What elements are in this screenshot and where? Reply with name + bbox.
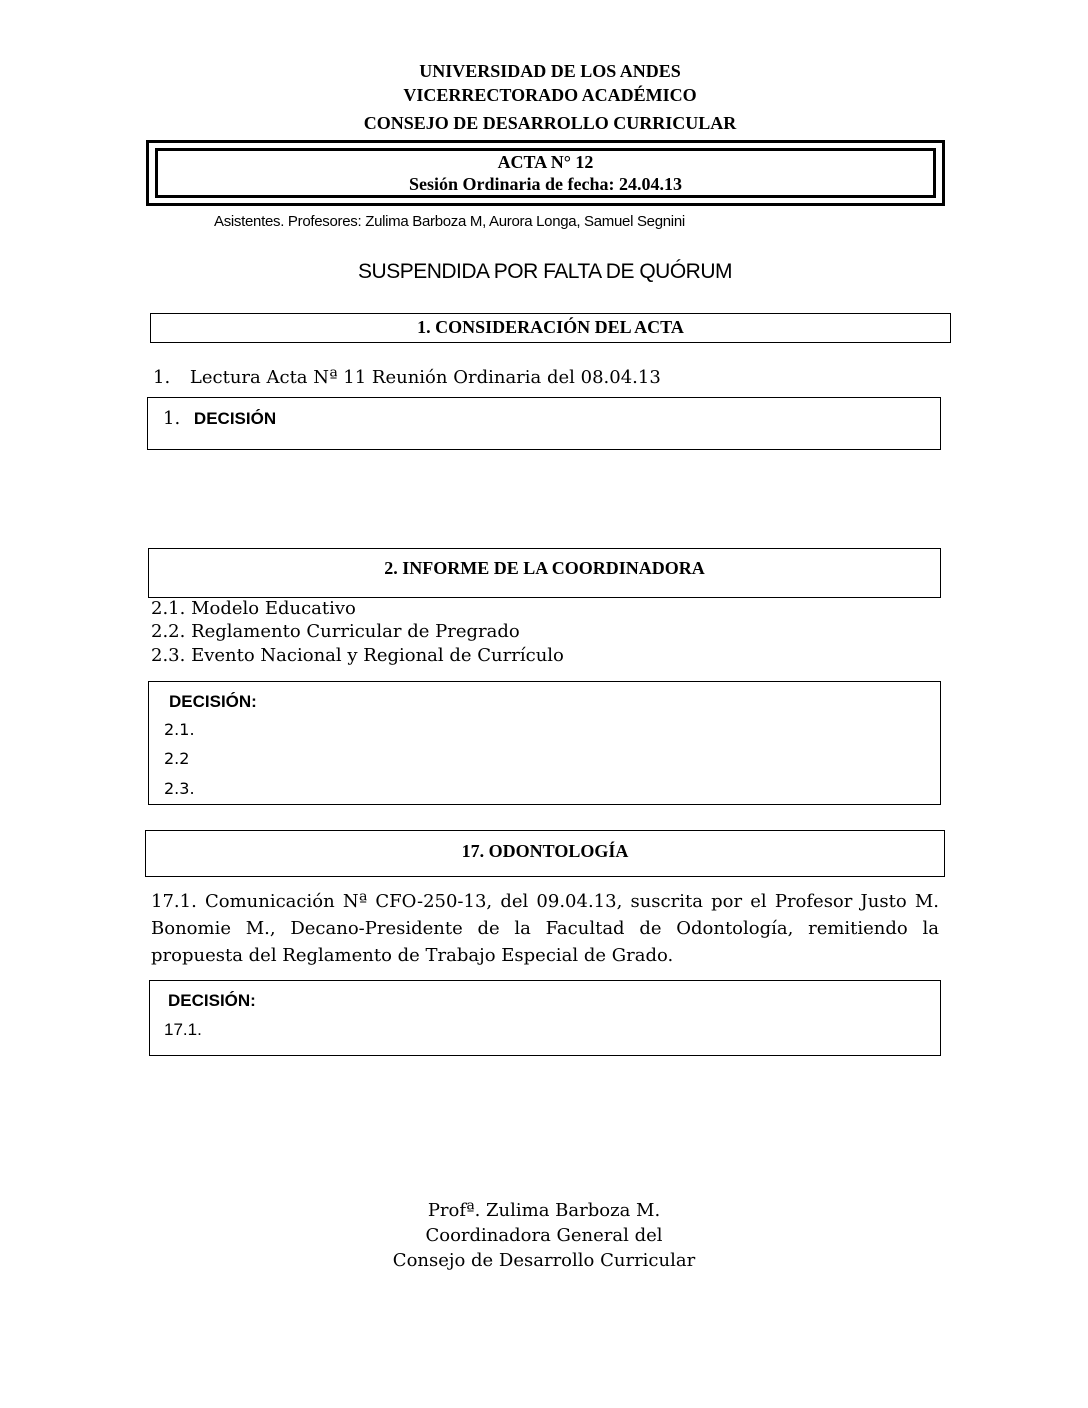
section-17-decision-item-1: 17.1. bbox=[164, 1020, 202, 1039]
section-1-item bbox=[153, 367, 661, 388]
session-date: Sesión Ordinaria de fecha: 24.04.13 bbox=[409, 174, 682, 194]
section-17-paragraph: 17.1. Comunicación Nª CFO-250-13, del 09.04.13, suscrita por el Profesor Justo M. Bonomie M., Decano-Presidente de la Facultad de Odontología, remitiendo la propuesta del Reglamento de Trabajo Especial de Grado. bbox=[151, 891, 939, 966]
signature-block bbox=[344, 1198, 744, 1273]
suspension-banner: SUSPENDIDA POR FALTA DE QUÓRUM bbox=[358, 260, 732, 283]
section-1-title: 1. CONSIDERACIÓN DEL ACTA bbox=[417, 317, 684, 337]
section-17-title: 17. ODONTOLOGÍA bbox=[461, 841, 629, 861]
council-name: CONSEJO DE DESARROLLO CURRICULAR bbox=[363, 113, 737, 133]
acta-number: ACTA N° 12 bbox=[497, 152, 594, 172]
section-2-title: 2. INFORME DE LA COORDINADORA bbox=[384, 558, 705, 578]
signature-title-2: Consejo de Desarrollo Curricular bbox=[392, 1250, 696, 1271]
section-2-item-1: 2.1. Modelo Educativo bbox=[151, 598, 356, 619]
section-2-decision-box bbox=[148, 681, 941, 805]
vice-rectorate: VICERRECTORADO ACADÉMICO bbox=[403, 85, 697, 105]
section-17-decision-label: DECISIÓN: bbox=[168, 991, 256, 1010]
section-2-decision-item-2: 2.2 bbox=[164, 749, 190, 768]
acta-frame bbox=[146, 140, 945, 206]
section-2-decision-label: DECISIÓN: bbox=[169, 692, 257, 711]
section-1-decision bbox=[163, 408, 276, 429]
section-1-item-number: 1. bbox=[153, 367, 171, 388]
section-2-item-3: 2.3. Evento Nacional y Regional de Currículo bbox=[151, 645, 564, 666]
section-1-header bbox=[150, 313, 951, 343]
section-17-decision-box bbox=[149, 980, 941, 1056]
signature-title-1: Coordinadora General del bbox=[425, 1225, 663, 1246]
section-1-decision-number: 1. bbox=[163, 408, 181, 429]
section-1-decision-box bbox=[147, 397, 941, 450]
section-2-decision-item-1: 2.1. bbox=[164, 720, 195, 739]
section-1-item-text: Lectura Acta Nª 11 Reunión Ordinaria del 08.04.13 bbox=[189, 367, 661, 388]
signature-name: Profª. Zulima Barboza M. bbox=[427, 1200, 661, 1221]
section-17-header bbox=[145, 830, 945, 877]
section-2-header bbox=[148, 548, 941, 598]
section-2-item-2: 2.2. Reglamento Curricular de Pregrado bbox=[151, 621, 520, 642]
section-2-decision-item-3: 2.3. bbox=[164, 779, 195, 798]
acta-inner-frame bbox=[155, 148, 936, 198]
university-name: UNIVERSIDAD DE LOS ANDES bbox=[419, 61, 681, 81]
attendees-line: Asistentes. Profesores: Zulima Barboza M, Aurora Longa, Samuel Segnini bbox=[214, 213, 685, 230]
section-1-decision-label: DECISIÓN bbox=[193, 409, 277, 428]
